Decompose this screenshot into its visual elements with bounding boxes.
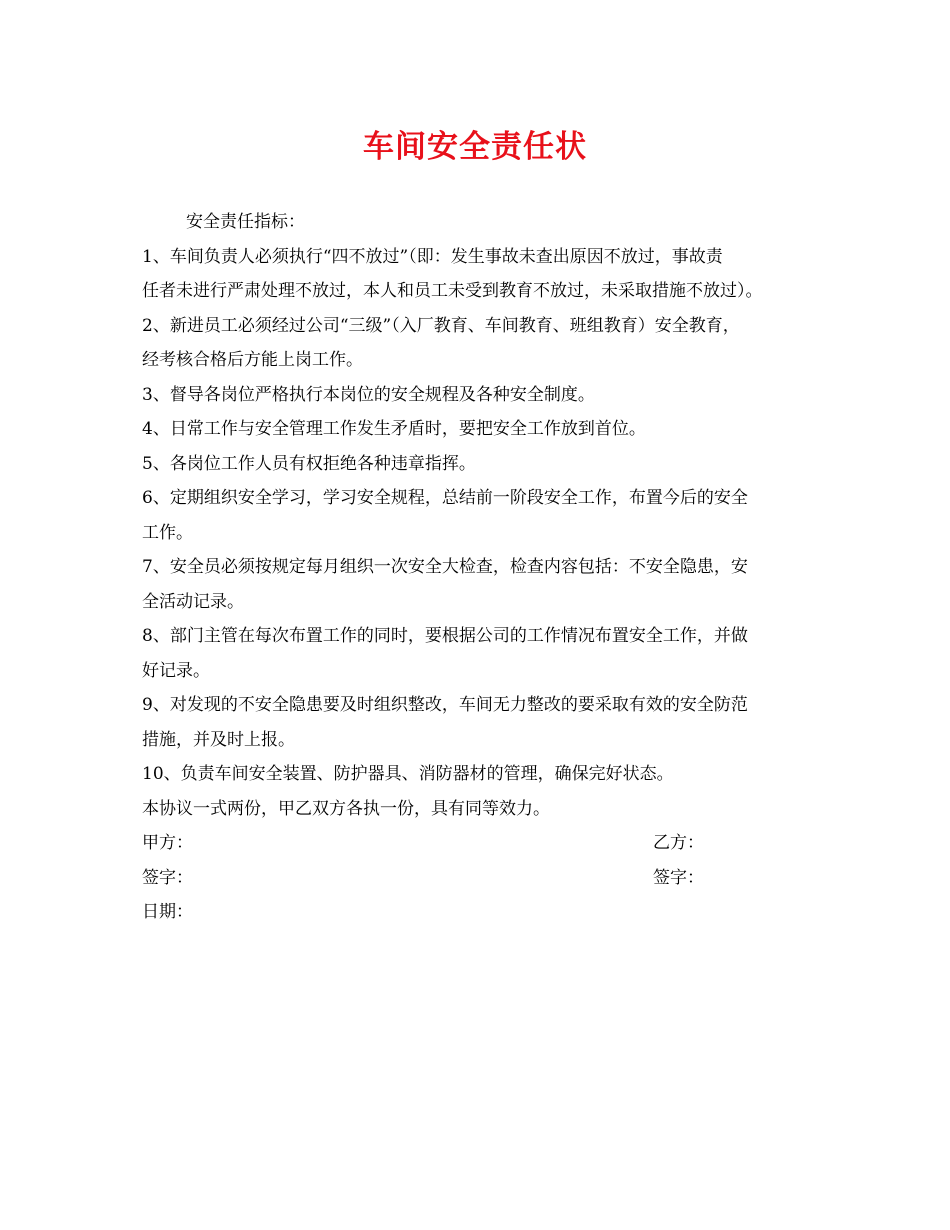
date-row <box>142 895 812 930</box>
item-1-line-1: 1、车间负责人必须执行“四不放过”（即：发生事故未查出原因不放过，事故责 <box>142 246 723 267</box>
item-9-line-2: 措施，并及时上报。 <box>142 729 295 750</box>
item-8-line-2: 好记录。 <box>142 660 210 681</box>
item-2-line-2: 经考核合格后方能上岗工作。 <box>142 350 363 370</box>
item-6-line-2: 工作。 <box>142 522 193 543</box>
item-10: 10、负责车间安全装置、防护器具、消防器材的管理，确保完好状态。 <box>142 764 674 784</box>
date-label: 日期： <box>142 902 193 922</box>
item-7-line-1: 7、安全员必须按规定每月组织一次安全大检查，检查内容包括：不安全隐患，安 <box>142 557 748 577</box>
agreement-statement: 本协议一式两份，甲乙双方各执一份，具有同等效力。 <box>142 798 550 819</box>
party-a-signature-label: 签字： <box>142 867 193 888</box>
item-3: 3、督导各岗位严格执行本岗位的安全规程及各种安全制度。 <box>142 384 595 405</box>
item-2-line-1: 2、新进员工必须经过公司“三级”（入厂教育、车间教育、班组教育）安全教育， <box>142 315 740 336</box>
document-title: 车间安全责任状 <box>363 129 587 165</box>
item-1-line-2: 任者未进行严肃处理不放过，本人和员工未受到教育不放过，未采取措施不放过）。 <box>142 281 763 301</box>
responsibility-heading: 安全责任指标： <box>186 212 305 232</box>
party-b-signature-label: 签字： <box>653 867 704 888</box>
party-row <box>142 826 812 861</box>
signature-row <box>142 861 812 896</box>
party-a-label: 甲方： <box>142 833 193 853</box>
item-7-line-2: 全活动记录。 <box>142 591 244 612</box>
item-4: 4、日常工作与安全管理工作发生矛盾时，要把安全工作放到首位。 <box>142 419 646 439</box>
party-b-label: 乙方： <box>653 833 704 853</box>
item-8-line-1: 8、部门主管在每次布置工作的同时，要根据公司的工作情况布置安全工作，并做 <box>142 626 748 646</box>
document-body <box>142 205 812 930</box>
item-9-line-1: 9、对发现的不安全隐患要及时组织整改，车间无力整改的要采取有效的安全防范 <box>142 695 748 715</box>
item-5: 5、各岗位工作人员有权拒绝各种违章指挥。 <box>142 453 476 474</box>
item-6-line-1: 6、定期组织安全学习，学习安全规程，总结前一阶段安全工作，布置今后的安全 <box>142 488 748 508</box>
